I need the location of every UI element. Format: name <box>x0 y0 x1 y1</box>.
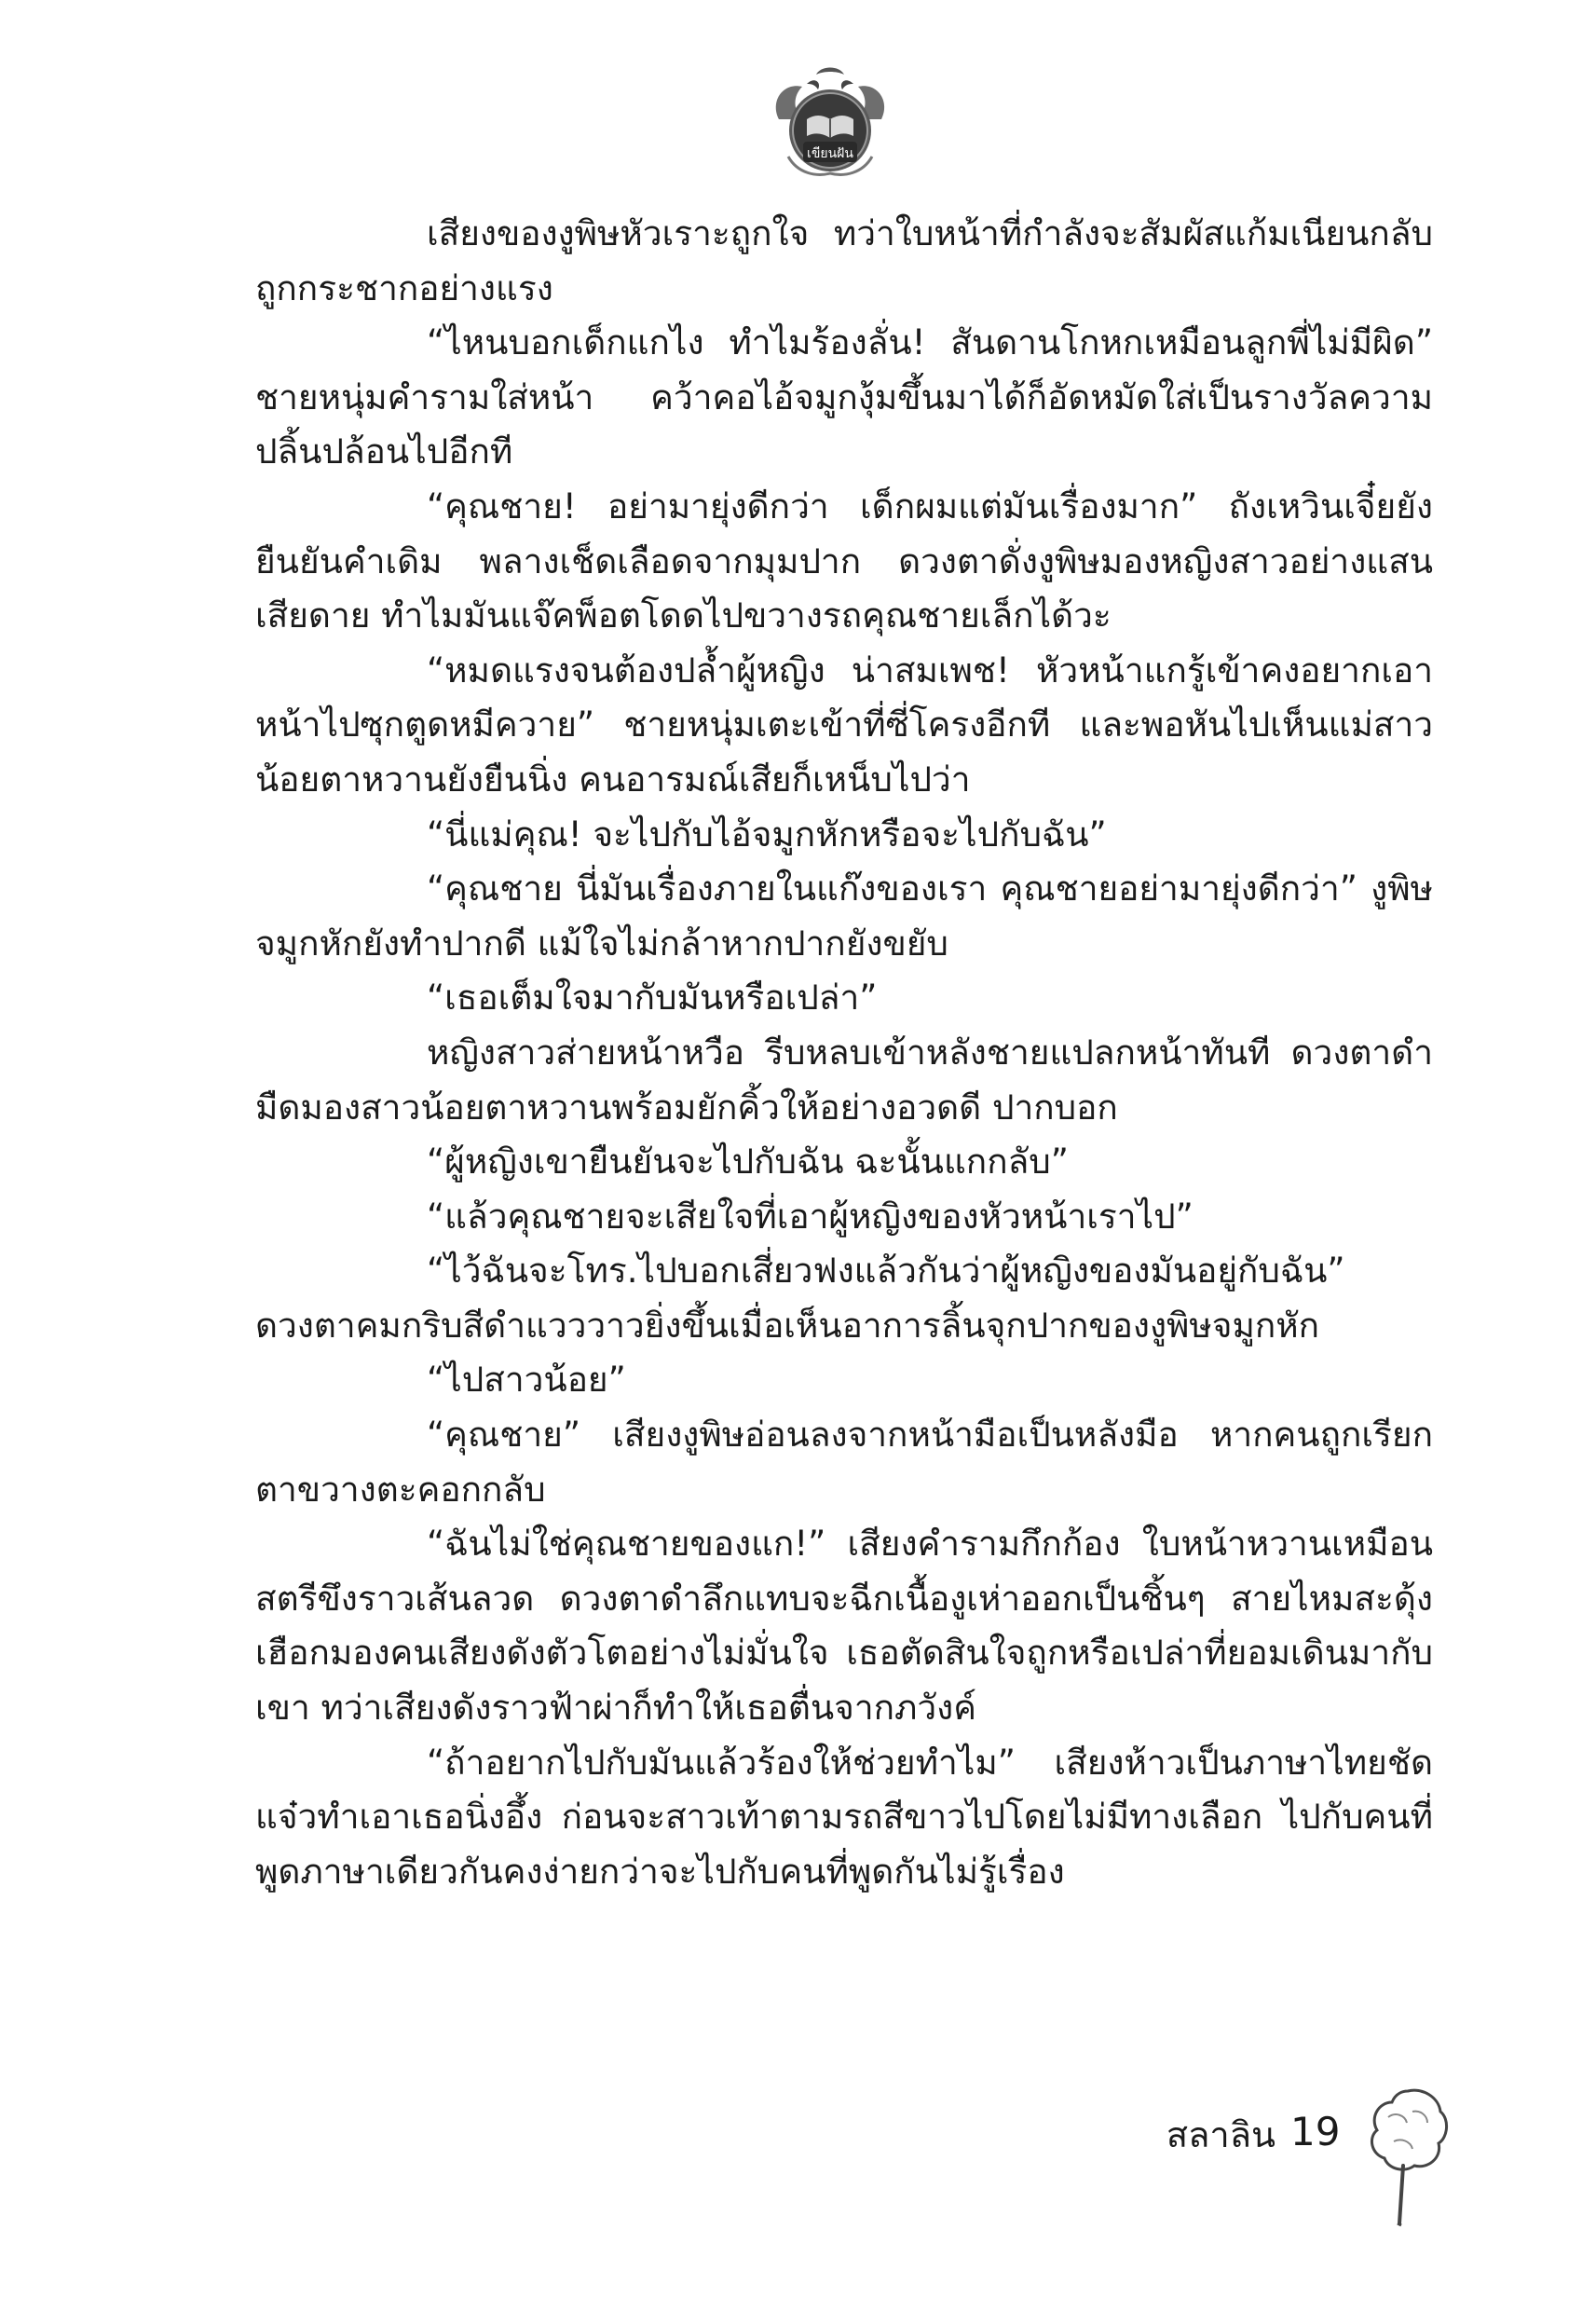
cotton-candy-icon <box>1366 2084 1450 2242</box>
paragraph-5: “นี่แม่คุณ! จะไปกับไอ้จมูกหักหรือจะไปกับฉัน” <box>427 814 1107 855</box>
logo-text: เขียนฝัน <box>807 146 853 161</box>
paragraph-9: “ผู้หญิงเขายืนยันจะไปกับฉัน ฉะนั้นแกกลับ” <box>427 1142 1069 1183</box>
book-emblem-icon <box>760 63 900 185</box>
paragraph-6: “คุณชาย นี่มันเรื่องภายในแก๊งของเรา คุณชายอย่ามายุ่งดีกว่า” งูพิษจมูกหักยังทำปากดี แม้ใจไม่กล้าหากปากยังขยับ <box>255 868 1433 964</box>
paragraph-13: “คุณชาย” เสียงงูพิษอ่อนลงจากหน้ามือเป็นหลังมือ หากคนถูกเรียกตาขวางตะคอกกลับ <box>255 1415 1433 1510</box>
paragraph-4: “หมดแรงจนต้องปล้ำผู้หญิง น่าสมเพช! หัวหน้าแกรู้เข้าคงอยากเอาหน้าไปซุกตูดหมีควาย” ชายหนุ่มเตะเข้าที่ซี่โครงอีกที และพอหันไปเห็นแม่สาวน้อยตาหวานยังยืนนิ่ง คนอารมณ์เสียก็เหน็บไปว่า <box>255 650 1433 800</box>
page-number: 19 <box>1290 2109 1341 2154</box>
paragraph-10: “แล้วคุณชายจะเสียใจที่เอาผู้หญิงของหัวหน้าเราไป” <box>427 1196 1194 1237</box>
paragraph-11: “ไว้ฉันจะโทร.ไปบอกเสี่ยวฟงแล้วกันว่าผู้หญิงของมันอยู่กับฉัน” ดวงตาคมกริบสีดำแวววาวยิ่งขึ้นเมื่อเห็นอาการลิ้นจุกปากของงูพิษจมูกหัก <box>255 1251 1345 1346</box>
book-title: สลาลิน <box>1166 2114 1275 2155</box>
paragraph-7: “เธอเต็มใจมากับมันหรือเปล่า” <box>427 978 878 1019</box>
paragraph-1: เสียงของงูพิษหัวเราะถูกใจ ทว่าใบหน้าที่กำลังจะสัมผัสแก้มเนียนกลับถูกกระชากอย่างแรง <box>255 213 1433 308</box>
body-text <box>255 207 1433 1899</box>
paragraph-15: “ถ้าอยากไปกับมันแล้วร้องให้ช่วยทำไม” เสียงห้าวเป็นภาษาไทยชัดแจ๋วทำเอาเธอนิ่งอึ้ง ก่อนจะสาวเท้าตามรถสีขาวไปโดยไม่มีทางเลือก ไปกับคนที่พูดภาษาเดียวกันคงง่ายกว่าจะไปกับคนที่พูดกันไม่รู้เรื่อง <box>255 1742 1433 1892</box>
paragraph-3: “คุณชาย! อย่ามายุ่งดีกว่า เด็กผมแต่มันเรื่องมาก” ถังเหวินเจี๋ยยังยืนยันคำเดิม พลางเช็ดเลือดจากมุมปาก ดวงตาดั่งงูพิษมองหญิงสาวอย่างแสนเสียดาย ทำไมมันแจ๊คพ็อตโดดไปขวางรถคุณชายเล็กได้วะ <box>255 485 1433 636</box>
paragraph-8: หญิงสาวส่ายหน้าหวือ รีบหลบเข้าหลังชายแปลกหน้าทันที ดวงตาดำมืดมองสาวน้อยตาหวานพร้อมยักคิ้วให้อย่างอวดดี ปากบอก <box>255 1032 1433 1128</box>
paragraph-2: “ไหนบอกเด็กแกไง ทำไมร้องลั่น! สันดานโกหกเหมือนลูกพี่ไม่มีผิด” ชายหนุ่มคำรามใส่หน้า คว้าคอไอ้จมูกงุ้มขึ้นมาได้ก็อัดหมัดใส่เป็นรางวัลความปลิ้นปล้อนไปอีกที <box>255 322 1433 472</box>
paragraph-12: “ไปสาวน้อย” <box>427 1360 626 1401</box>
paragraph-14: “ฉันไม่ใช่คุณชายของแก!” เสียงคำรามกึกก้อง ใบหน้าหวานเหมือนสตรีขึงราวเส้นลวด ดวงตาดำลึกแทบจะฉีกเนื้องูเห่าออกเป็นชิ้นๆ สายไหมสะดุ้งเฮือกมองคนเสียงดังตัวโตอย่างไม่มั่นใจ เธอตัดสินใจถูกหรือเปล่าที่ยอมเดินมากับเขา ทว่าเสียงดังราวฟ้าผ่าก็ทำให้เธอตื่นจากภวังค์ <box>255 1524 1433 1729</box>
